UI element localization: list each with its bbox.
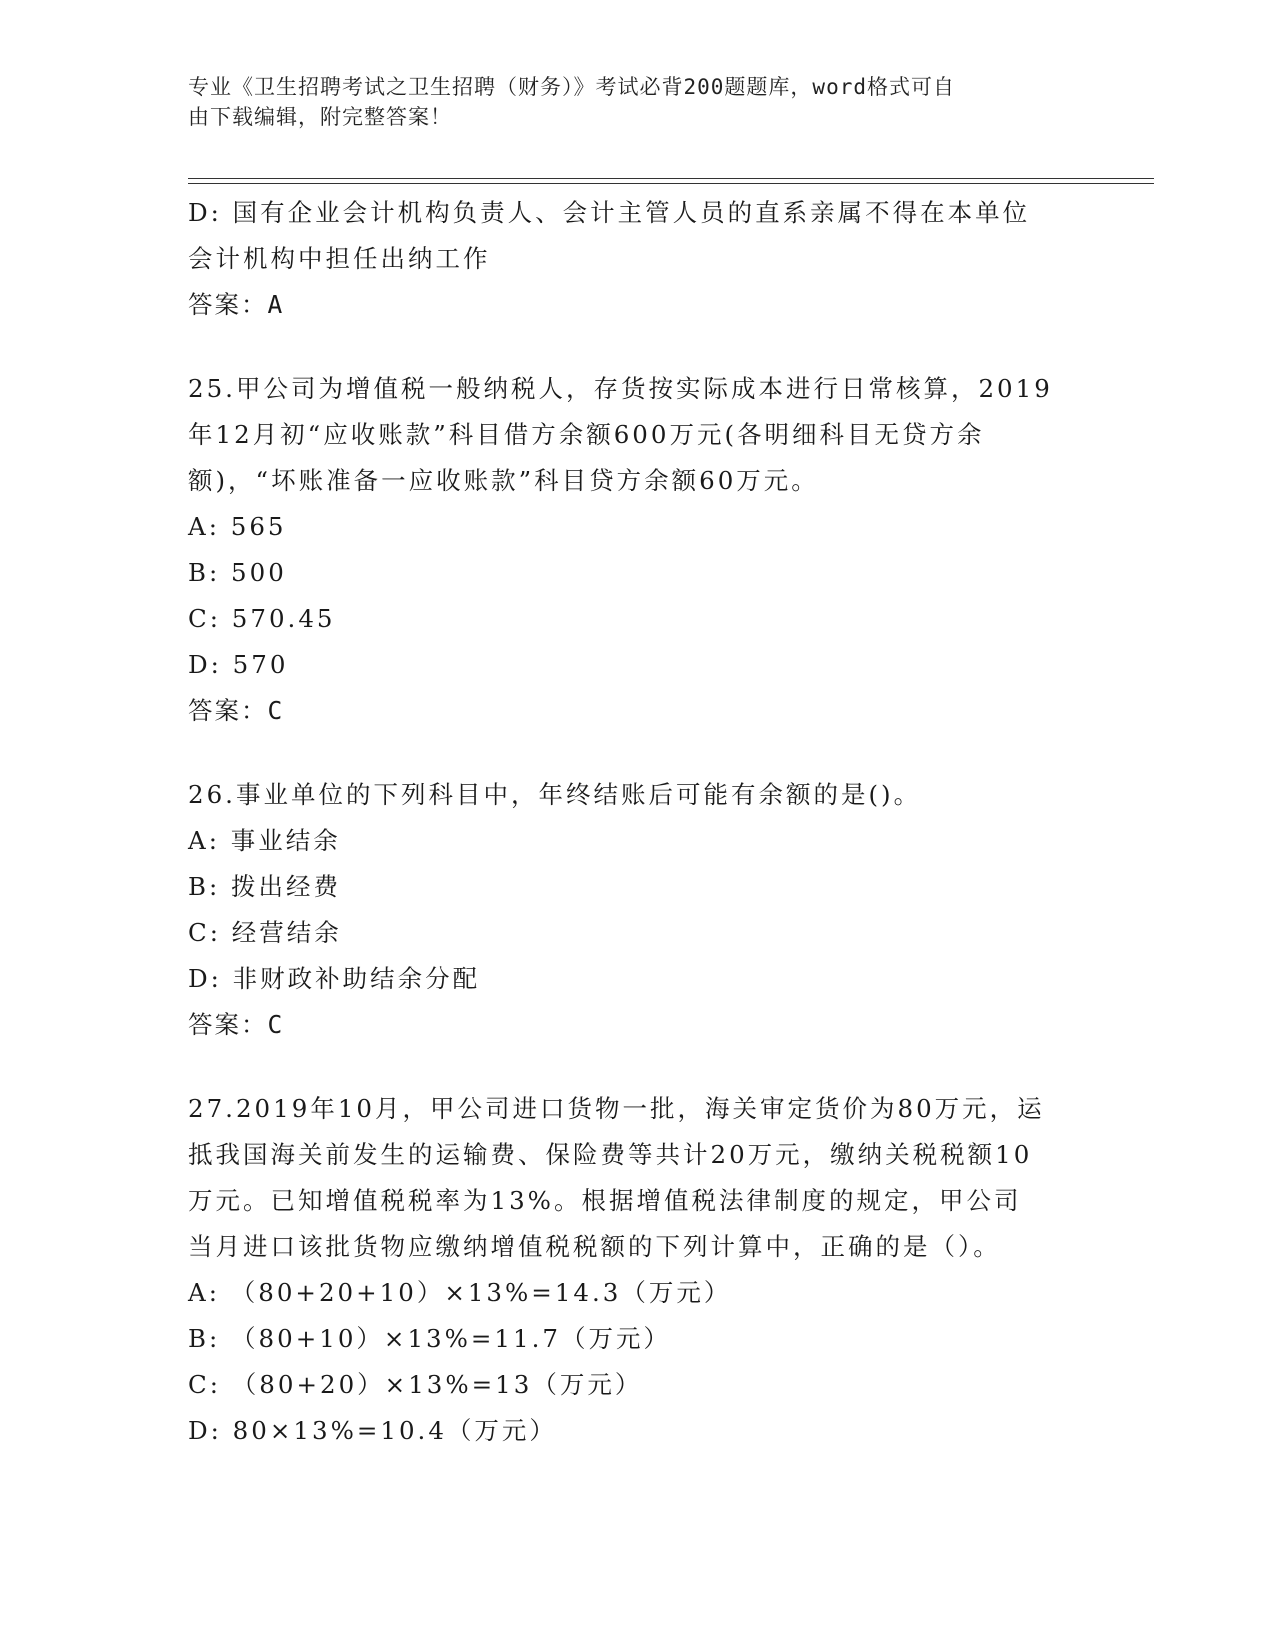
header-divider-bottom bbox=[188, 183, 1154, 184]
answer-line: 答案：C bbox=[188, 1010, 285, 1039]
option-b: B: 拨出经费 bbox=[188, 872, 342, 901]
option-a: A: 565 bbox=[188, 512, 287, 541]
option-d-continued: 会计机构中担任出纳工作 bbox=[188, 244, 491, 273]
document-header bbox=[188, 72, 1068, 132]
question-25 bbox=[188, 366, 1088, 734]
answer-line: 答案：C bbox=[188, 696, 285, 725]
question-stem: 26.事业单位的下列科目中，年终结账后可能有余额的是()。 bbox=[188, 780, 922, 809]
option-a: A: 事业结余 bbox=[188, 826, 341, 855]
option-a: A: （80+20+10）×13%=14.3（万元） bbox=[188, 1278, 732, 1307]
question-stem: 27.2019年10月，甲公司进口货物一批，海关审定货价为80万元，运 bbox=[188, 1094, 1045, 1123]
question-stem: 万元。已知增值税税率为13%。根据增值税法律制度的规定，甲公司 bbox=[188, 1186, 1022, 1215]
question-26 bbox=[188, 772, 1088, 1048]
question-stem: 25.甲公司为增值税一般纳税人，存货按实际成本进行日常核算，2019 bbox=[188, 374, 1053, 403]
question-27 bbox=[188, 1086, 1088, 1454]
option-d: D: 570 bbox=[188, 650, 289, 679]
option-c: C: （80+20）×13%=13（万元） bbox=[188, 1370, 643, 1399]
answer-line: 答案：A bbox=[188, 290, 285, 319]
question-stem: 抵我国海关前发生的运输费、保险费等共计20万元，缴纳关税税额10 bbox=[188, 1140, 1033, 1169]
question-content bbox=[188, 190, 1088, 1454]
question-stem: 额)，“坏账准备一应收账款”科目贷方余额60万元。 bbox=[188, 466, 819, 495]
option-d: D: 国有企业会计机构负责人、会计主管人员的直系亲属不得在本单位 bbox=[188, 198, 1031, 227]
option-d: D: 非财政补助结余分配 bbox=[188, 964, 481, 993]
header-divider-top bbox=[188, 178, 1154, 179]
header-line-2: 由下载编辑，附完整答案！ bbox=[188, 105, 452, 129]
question-stem: 年12月初“应收账款”科目借方余额600万元(各明细科目无贷方余 bbox=[188, 420, 985, 449]
option-c: C: 570.45 bbox=[188, 604, 336, 633]
option-d: D: 80×13%=10.4（万元） bbox=[188, 1416, 557, 1445]
header-line-1: 专业《卫生招聘考试之卫生招聘（财务）》考试必背200题题库，word格式可自 bbox=[188, 75, 955, 99]
question-24-tail bbox=[188, 190, 1088, 328]
option-b: B: 500 bbox=[188, 558, 287, 587]
option-c: C: 经营结余 bbox=[188, 918, 342, 947]
option-b: B: （80+10）×13%=11.7（万元） bbox=[188, 1324, 671, 1353]
question-stem: 当月进口该批货物应缴纳增值税税额的下列计算中，正确的是（）。 bbox=[188, 1232, 1001, 1261]
